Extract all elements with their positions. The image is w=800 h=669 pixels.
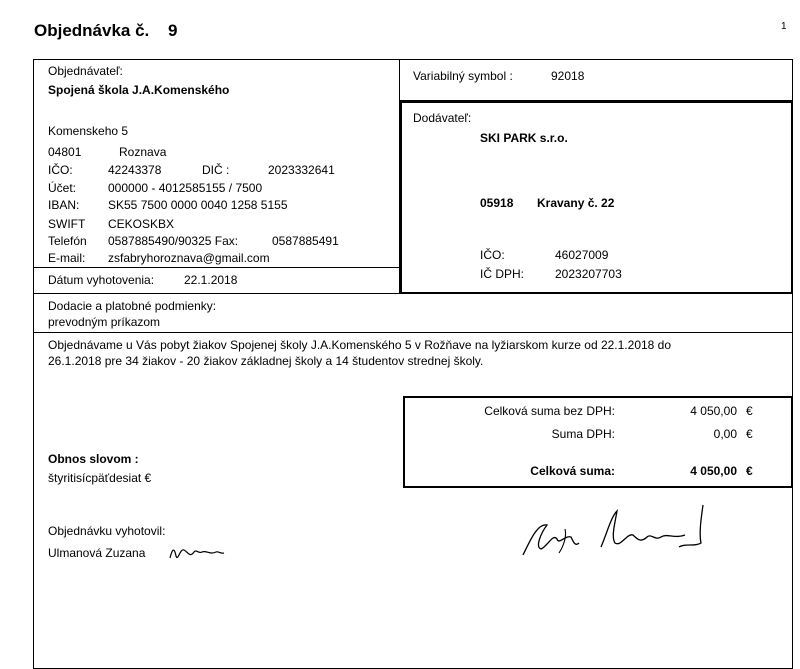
title-label: Objednávka č. [34, 21, 150, 40]
issuer-label: Objednávku vyhotovil: [48, 524, 166, 538]
supplier-heading: Dodávateľ: [413, 111, 472, 125]
orderer-phone: 0587885490/90325 Fax: [108, 234, 239, 248]
supplier-city: Kravany č. 22 [537, 196, 615, 210]
total-label: Celková suma: [530, 464, 615, 478]
orderer-name: Spojená škola J.A.Komenského [48, 83, 230, 97]
date-label: Dátum vyhotovenia: [48, 273, 155, 287]
description-line-2: 26.1.2018 pre 34 žiakov - 20 žiakov základnej školy a 14 študentov strednej školy. [48, 354, 484, 368]
orderer-fax: 0587885491 [272, 234, 339, 248]
order-number: 9 [168, 21, 178, 40]
orderer-dic: 2023332641 [268, 163, 335, 177]
issuer-initials-signature [166, 538, 226, 566]
terms-label: Dodacie a platobné podmienky: [48, 299, 217, 313]
orderer-phone-label: Telefón [48, 234, 87, 248]
page-number: 1 [781, 21, 787, 32]
supplier-ico: 46027009 [555, 248, 609, 262]
orderer-ico: 42243378 [108, 163, 162, 177]
description-line-1: Objednávame u Vás pobyt žiakov Spojenej školy J.A.Komenského 5 v Rožňave na lyžiarskom kurze od 22.1.2018 do [48, 338, 672, 352]
supplier-name: SKI PARK s.r.o. [480, 131, 568, 145]
terms-value: prevodným príkazom [48, 315, 161, 329]
orderer-ico-label: IČO: [48, 163, 73, 177]
orderer-account-label: Účet: [48, 181, 77, 195]
description-top-rule [33, 332, 793, 333]
orderer-swift-label: SWIFT [48, 217, 86, 231]
approver-signature [515, 503, 715, 563]
vat-label: Suma DPH: [551, 427, 615, 441]
orderer-city: Roznava [119, 145, 167, 159]
issuer-name: Ulmanová Zuzana [48, 546, 146, 560]
net-label: Celková suma bez DPH: [484, 404, 615, 418]
vat-currency: € [746, 427, 753, 441]
total-value: 4 050,00 [690, 464, 737, 478]
document-title [34, 21, 177, 41]
orderer-iban: SK55 7500 0000 0040 1258 5155 [108, 198, 288, 212]
vat-value: 0,00 [713, 427, 737, 441]
supplier-postal-code: 05918 [480, 196, 514, 210]
supplier-ico-label: IČO: [480, 248, 505, 262]
orderer-dic-label: DIČ : [202, 163, 230, 177]
orderer-iban-label: IBAN: [48, 198, 80, 212]
orderer-account: 000000 - 4012585155 / 7500 [108, 181, 263, 195]
supplier-icdph: 2023207703 [555, 267, 622, 281]
date-row-top-rule [33, 267, 400, 268]
total-currency: € [746, 464, 753, 478]
variable-symbol-label: Variabilný symbol : [413, 69, 513, 83]
supplier-icdph-label: IČ DPH: [480, 267, 525, 281]
orderer-email-label: E-mail: [48, 251, 86, 265]
orderer-email: zsfabryhoroznava@gmail.com [108, 251, 270, 265]
orderer-heading: Objednávateľ: [48, 64, 123, 78]
amount-words-label: Obnos slovom : [48, 452, 139, 466]
amount-words-value: štyritisícpäťdesiat € [48, 471, 152, 485]
net-currency: € [746, 404, 753, 418]
date-value: 22.1.2018 [184, 273, 238, 287]
orderer-street: Komenskeho 5 [48, 124, 129, 138]
net-value: 4 050,00 [690, 404, 737, 418]
orderer-postal-code: 04801 [48, 145, 82, 159]
terms-top-rule [33, 293, 793, 294]
orderer-swift: CEKOSKBX [108, 217, 175, 231]
variable-symbol-value: 92018 [551, 69, 585, 83]
